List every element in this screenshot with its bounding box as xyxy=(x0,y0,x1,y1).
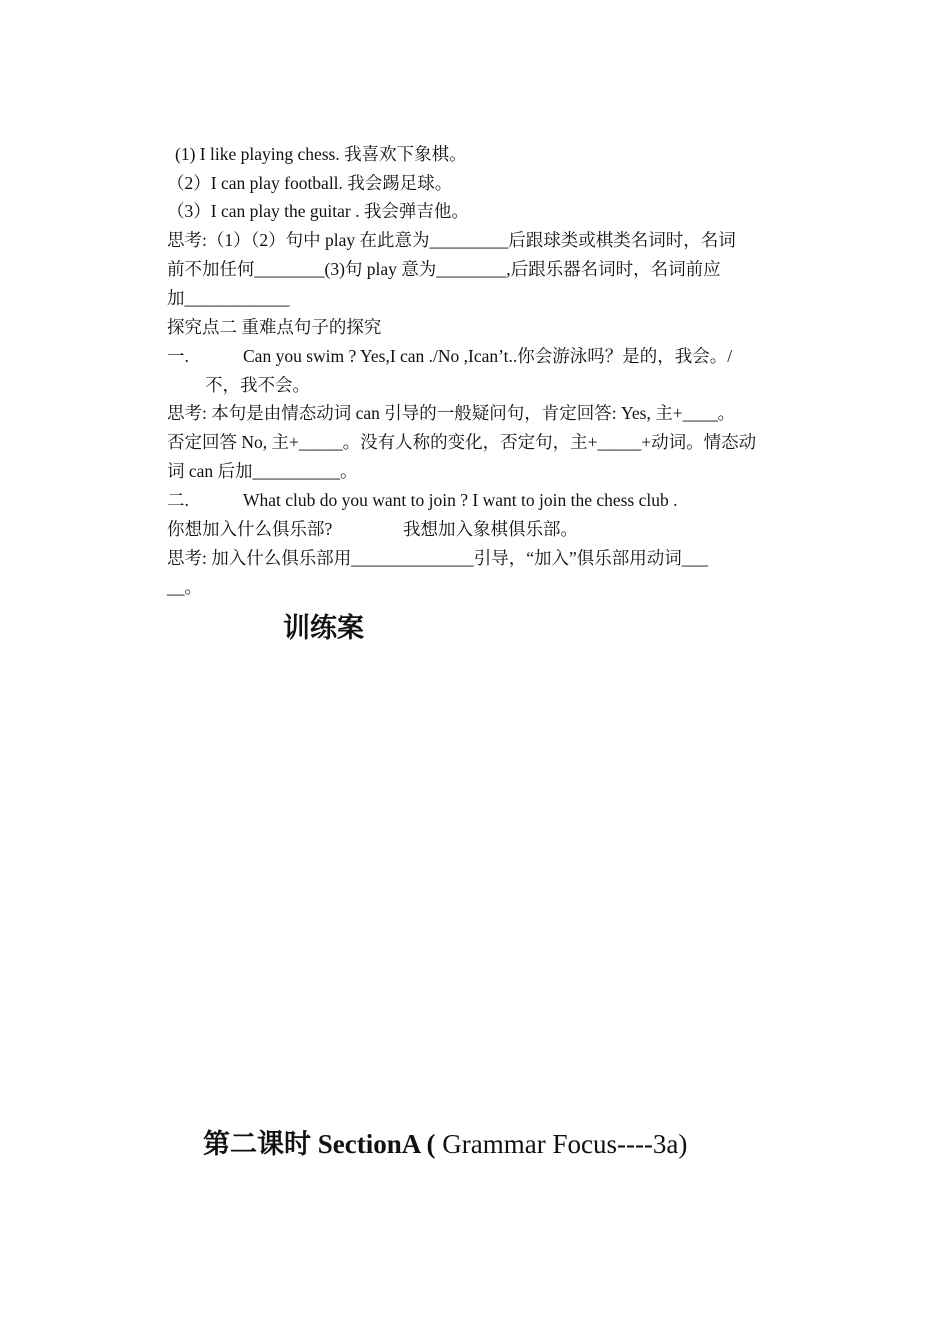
lesson-title-normal: Grammar Focus----3a) xyxy=(435,1129,688,1159)
section-2-title: 探究点二 重难点句子的探究 xyxy=(167,317,382,337)
example-line-2: （2）I can play football. 我会踢足球。 xyxy=(167,173,453,193)
translation-question: 你想加入什么俱乐部? xyxy=(167,519,333,539)
think-3-line-1: 思考: 加入什么俱乐部用______________引导，“加入”俱乐部用动词___ xyxy=(167,548,709,568)
example-line-3: （3）I can play the guitar . 我会弹吉他。 xyxy=(167,201,469,221)
item-2-text: What club do you want to join ? I want to join the chess club . xyxy=(243,490,678,510)
lesson-title xyxy=(203,1124,687,1164)
think-1-line-3: 加____________ xyxy=(167,288,290,308)
think-2-line-2: 否定回答 No, 主+_____。没有人称的变化，否定句，主+_____+动词。情态动 xyxy=(167,432,757,452)
think-2-line-3: 词 can 后加__________。 xyxy=(167,461,358,481)
item-2-number: 二. xyxy=(167,490,189,510)
item-1-number: 一. xyxy=(167,346,189,366)
item-1-text: Can you swim ? Yes,I can ./No ,Ican’t..你会游泳吗？是的，我会。/ xyxy=(243,346,733,366)
training-title: 训练案 xyxy=(283,613,364,643)
item-1-continuation: 不，我不会。 xyxy=(205,375,310,395)
think-2-line-1: 思考: 本句是由情态动词 can 引导的一般疑问句，肯定回答: Yes, 主+____。 xyxy=(167,403,736,423)
example-line-1: (1) I like playing chess. 我喜欢下象棋。 xyxy=(175,144,467,164)
think-1-line-2: 前不加任何________(3)句 play 意为________,后跟乐器名词时，名词前应 xyxy=(167,259,721,279)
think-1-line-1: 思考:（1）（2）句中 play 在此意为_________后跟球类或棋类名词时，名词 xyxy=(167,230,736,250)
think-3-line-2: __。 xyxy=(167,577,202,597)
translation-answer: 我想加入象棋俱乐部。 xyxy=(403,519,578,539)
lesson-title-bold: 第二课时 SectionA ( xyxy=(203,1129,436,1159)
